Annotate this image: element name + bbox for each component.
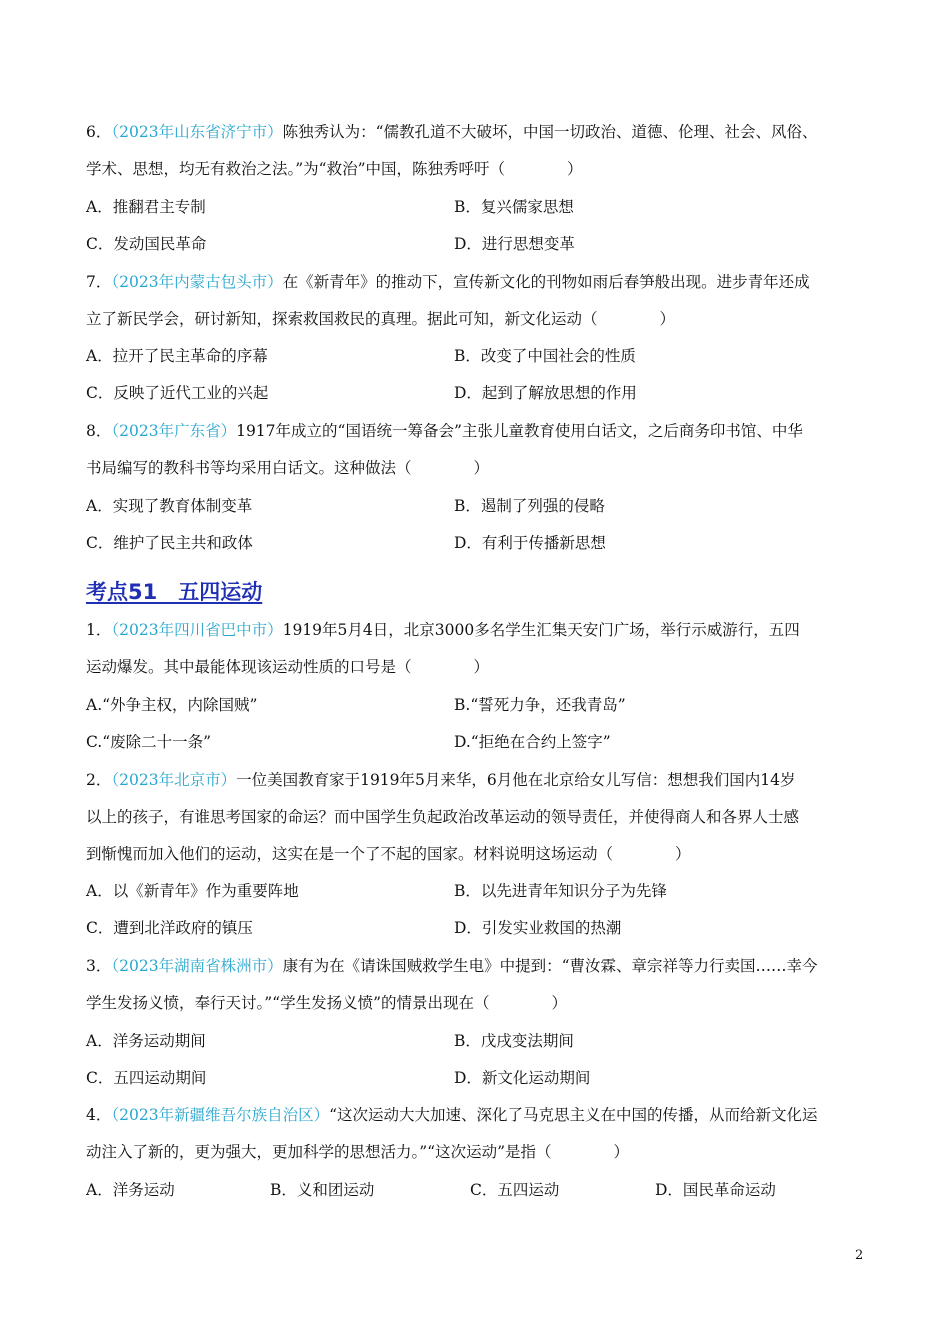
option-d: D．国民革命运动	[655, 1181, 776, 1199]
option-b: B．义和团运动	[270, 1181, 375, 1199]
page-number: 2	[855, 1248, 864, 1263]
question-stem: 8．（2023年广东省）1917年成立的“国语统一筹备会”主张儿童教育使用白话文，之后商务印书馆、中华	[86, 422, 803, 440]
option-b: B.“誓死力争，还我青岛”	[454, 696, 626, 714]
question-source: （2023年山东省济宁市）	[111, 123, 283, 141]
question-stem-cont: 到惭愧而加入他们的运动，这实在是一个了不起的国家。材料说明这场运动（ ）	[86, 845, 691, 863]
option-a: A．洋务运动	[86, 1181, 175, 1199]
question-source: （2023年内蒙古包头市）	[111, 273, 283, 291]
option-c: C．发动国民革命	[86, 235, 207, 253]
question-source: （2023年新疆维吾尔族自治区）	[111, 1106, 330, 1124]
option-b: B．复兴儒家思想	[454, 198, 574, 216]
question-stem: 1．（2023年四川省巴中市）1919年5月4日，北京3000多名学生汇集天安门广场，举行示威游行，五四	[86, 621, 800, 639]
option-d: D．新文化运动期间	[454, 1069, 591, 1087]
question-stem-cont: 立了新民学会，研讨新知，探索救国救民的真理。据此可知，新文化运动（ ）	[86, 310, 676, 328]
question-stem-cont: 书局编写的教科书等均采用白话文。这种做法（ ）	[86, 459, 490, 477]
option-c: C．维护了民主共和政体	[86, 534, 253, 552]
option-d: D．引发实业救国的热潮	[454, 919, 622, 937]
question-stem: 2．（2023年北京市）一位美国教育家于1919年5月来华，6月他在北京给女儿写信：想想我们国内14岁	[86, 771, 796, 789]
question-stem: 3．（2023年湖南省株洲市）康有为在《请诛国贼救学生电》中提到：“曹汝霖、章宗祥等力行卖国……幸今	[86, 957, 818, 975]
option-a: A．洋务运动期间	[86, 1032, 206, 1050]
question-stem-cont: 学术、思想，均无有救治之法。”为“救治”中国，陈独秀呼吁（ ）	[86, 160, 583, 178]
section-heading: 考点51 五四运动	[86, 580, 263, 604]
option-b: B．遏制了列强的侵略	[454, 497, 605, 515]
option-d: D．起到了解放思想的作用	[454, 384, 637, 402]
option-c: C．五四运动期间	[86, 1069, 207, 1087]
option-b: B．改变了中国社会的性质	[454, 347, 636, 365]
question-source: （2023年广东省）	[111, 422, 237, 440]
option-a: A．拉开了民主革命的序幕	[86, 347, 268, 365]
question-stem-cont: 运动爆发。其中最能体现该运动性质的口号是（ ）	[86, 658, 490, 676]
option-c: C．遭到北洋政府的镇压	[86, 919, 253, 937]
option-b: B．以先进青年知识分子为先锋	[454, 882, 667, 900]
question-stem: 4．（2023年新疆维吾尔族自治区）“这次运动大大加速、深化了马克思主义在中国的传播，从而给新文化运	[86, 1106, 818, 1124]
option-d: D.“拒绝在合约上签字”	[454, 733, 611, 751]
question-stem-cont: 以上的孩子，有谁思考国家的命运？而中国学生负起政治改革运动的领导责任，并使得商人和各界人士感	[86, 808, 800, 826]
option-a: A．实现了教育体制变革	[86, 497, 253, 515]
question-source: （2023年湖南省株洲市）	[111, 957, 283, 975]
option-d: D．进行思想变革	[454, 235, 575, 253]
option-c: C．五四运动	[470, 1181, 560, 1199]
question-source: （2023年四川省巴中市）	[111, 621, 283, 639]
question-stem: 6．（2023年山东省济宁市）陈独秀认为：“儒教孔道不大破坏，中国一切政治、道德、伦理、社会、风俗、	[86, 123, 818, 141]
option-c: C．反映了近代工业的兴起	[86, 384, 269, 402]
question-stem-cont: 学生发扬义愤，奉行天讨。”“学生发扬义愤”的情景出现在（ ）	[86, 994, 568, 1012]
option-a: A.“外争主权，内除国贼”	[86, 696, 258, 714]
question-stem-cont: 动注入了新的，更为强大，更加科学的思想活力。”“这次运动”是指（ ）	[86, 1143, 630, 1161]
option-d: D．有利于传播新思想	[454, 534, 606, 552]
option-a: A．以《新青年》作为重要阵地	[86, 882, 299, 900]
option-c: C.“废除二十一条”	[86, 733, 212, 751]
question-stem: 7．（2023年内蒙古包头市）在《新青年》的推动下，宣传新文化的刊物如雨后春笋般出现。进步青年还成	[86, 273, 810, 291]
option-a: A．推翻君主专制	[86, 198, 206, 216]
question-source: （2023年北京市）	[111, 771, 237, 789]
option-b: B．戊戌变法期间	[454, 1032, 574, 1050]
